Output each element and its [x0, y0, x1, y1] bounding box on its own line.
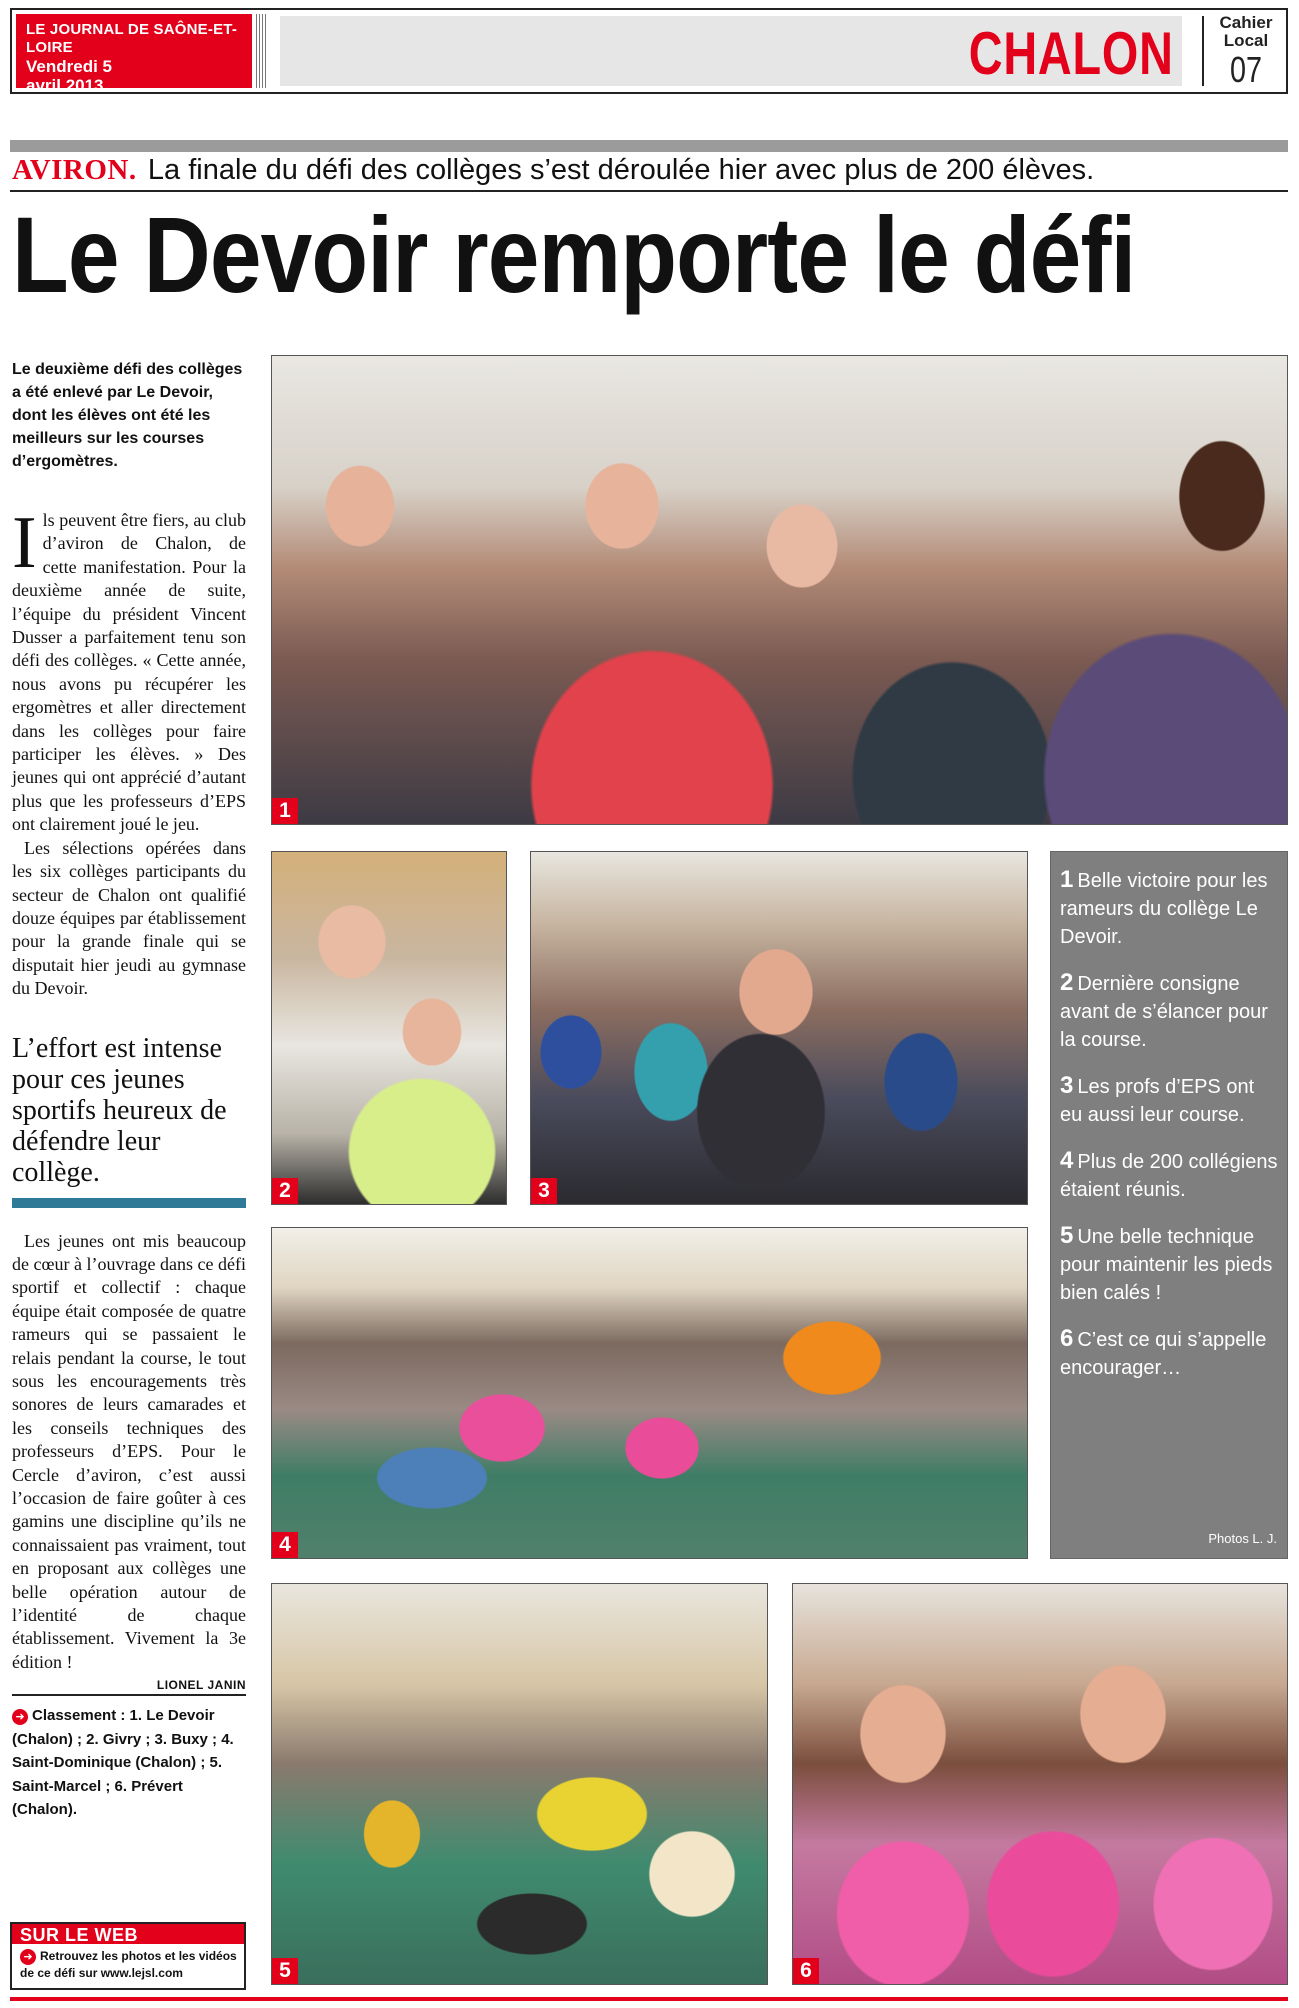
caption-4 [1060, 1147, 1279, 1204]
ranking [12, 1704, 246, 1822]
ranking-text: Classement : 1. Le Devoir (Chalon) ; 2. Givry ; 3. Buxy ; 4. Saint-Dominique (Chalon) ; 5. Saint-Marcel ; 6. Prévert (Chalon). [12, 1707, 234, 1819]
caption-number: 1 [1060, 866, 1074, 893]
paragraph-1-text: ls peuvent être fiers, au club d’aviron de Chalon, de cette manifestation. Pour la deuxième année de suite, l’équipe du président Vincent Dusser a parfaitement tenu son défi des collèges. « Cette année, nous avons pu récupérer les ergomètres et aller directement dans les collèges pour faire participer les élèves. » Des jeunes qui ont apprécié d’autant plus que les professeurs d’EPS ont clairement joué le jeu. [12, 510, 246, 835]
page-number: 07 [1229, 49, 1263, 90]
caption-number: 2 [1060, 969, 1074, 996]
newspaper-name: LE JOURNAL DE SAÔNE-ET-LOIRE [26, 21, 238, 56]
article-column [12, 358, 246, 1822]
date-line-2: avril 2013 [26, 76, 104, 95]
arrow-right-icon: ➜ [12, 1709, 28, 1725]
photo-number-badge: 5 [272, 1958, 298, 1984]
cahier-label [1208, 14, 1284, 50]
masthead-separator [1202, 16, 1204, 86]
bottom-rule [10, 1997, 1288, 2001]
photo-number-badge: 2 [272, 1178, 298, 1204]
kicker-text: La finale du défi des collèges s’est déroulée hier avec plus de 200 élèves. [147, 154, 1095, 186]
kicker [12, 152, 1282, 188]
newspaper-badge [16, 14, 252, 95]
photo-number-badge: 3 [531, 1178, 557, 1204]
article-paragraph-2: Les sélections opérées dans les six collèges participants du secteur de Chalon ont qualifié douze équipes par établissement pour la grande finale qui se disputait hier jeudi au gymnase du Devoir. [12, 837, 246, 999]
headline: Le Devoir remporte le défi [12, 194, 1136, 315]
caption-number: 5 [1060, 1222, 1074, 1249]
photo-number-badge: 1 [272, 798, 298, 824]
section-city: CHALON [969, 20, 1174, 87]
author-signature: LIONEL JANIN [12, 1678, 246, 1696]
photo-instruction [271, 851, 507, 1205]
web-box [10, 1922, 246, 1990]
article-chapo: Le deuxième défi des collèges a été enlevé par Le Devoir, dont les élèves ont été les meilleurs sur les courses d’ergomètres. [12, 361, 243, 470]
drop-cap: I [12, 502, 37, 584]
caption-text: Une belle technique pour maintenir les pieds bien calés ! [1060, 1226, 1273, 1304]
caption-5 [1060, 1222, 1279, 1307]
photo-number-badge: 6 [793, 1958, 819, 1984]
arrow-right-icon: ➜ [20, 1949, 36, 1965]
caption-text: Belle victoire pour les rameurs du collège Le Devoir. [1060, 870, 1268, 948]
hatch-divider [256, 14, 268, 88]
caption-number: 6 [1060, 1325, 1074, 1352]
caption-text: Dernière consigne avant de s’élancer pour la course. [1060, 973, 1268, 1051]
web-box-title: SUR LE WEB [12, 1924, 244, 1944]
kicker-rule [10, 190, 1288, 192]
pull-quote-bar [12, 1198, 246, 1208]
caption-text: Plus de 200 collégiens étaient réunis. [1060, 1151, 1278, 1201]
caption-2 [1060, 969, 1279, 1054]
cahier-line-1: Cahier [1219, 13, 1273, 32]
cahier-line-2: Local [1223, 31, 1269, 50]
caption-box [1050, 851, 1288, 1559]
masthead [10, 8, 1288, 94]
caption-number: 3 [1060, 1072, 1074, 1099]
web-box-text[interactable]: Retrouvez les photos et les vidéos de ce défi sur www.lejsl.com [20, 1949, 237, 1980]
photo-technique [271, 1583, 768, 1985]
caption-1 [1060, 866, 1279, 951]
kicker-bar [10, 140, 1288, 152]
photo-crowd [271, 1227, 1028, 1559]
photo-cheering [792, 1583, 1288, 1985]
date-line-1: Vendredi 5 [26, 57, 112, 76]
caption-text: Les profs d’EPS ont eu aussi leur course. [1060, 1076, 1255, 1126]
article-paragraph-3: Les jeunes ont mis beaucoup de cœur à l’ouvrage dans ce défi sportif et collectif : chaque équipe était composée de quatre rameurs qui se passaient le relais pendant la course, le tout sous les encouragements très sonores de leurs camarades et les conseils techniques des professeurs d’EPS. Pour le Cercle d’aviron, c’est aussi l’occasion de faire goûter à ces gamins une discipline qu’ils ne connaissaient pas vraiment, tout en proposant aux collèges une belle opération autour de l’identité de chaque établissement. Vivement la 3e édition ! [12, 1230, 246, 1672]
caption-number: 4 [1060, 1147, 1074, 1174]
caption-text: C’est ce qui s’appelle encourager… [1060, 1329, 1267, 1379]
photo-credit: Photos L. J. [1208, 1531, 1277, 1546]
photo-teachers [530, 851, 1028, 1205]
photo-trophy [271, 355, 1288, 825]
caption-6 [1060, 1325, 1279, 1382]
article-paragraph-1 [12, 502, 246, 837]
pull-quote: L’effort est intense pour ces jeunes sportifs heureux de défendre leur collège. [12, 1032, 227, 1188]
caption-3 [1060, 1072, 1279, 1129]
topic-label: AVIRON. [12, 154, 137, 186]
photo-number-badge: 4 [272, 1532, 298, 1558]
web-box-text-wrap [20, 1948, 240, 1981]
